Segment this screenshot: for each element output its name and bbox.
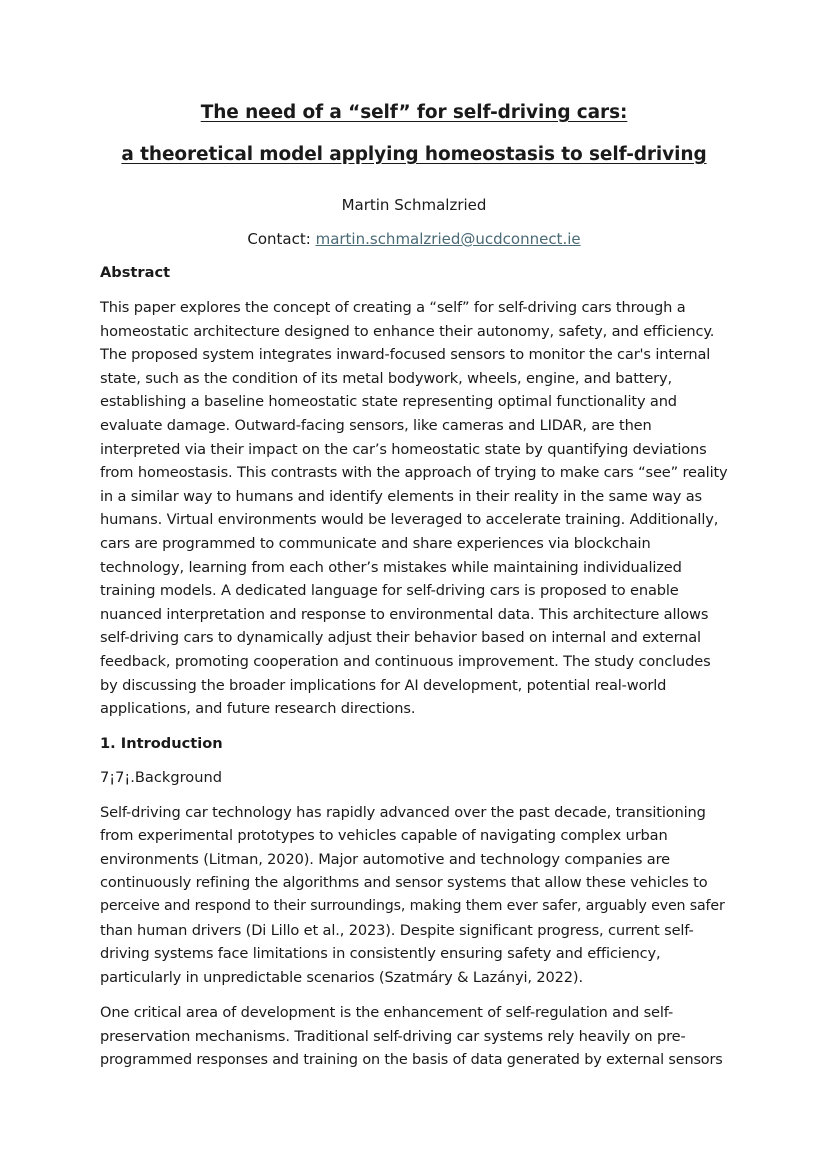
abstract-line: state, such as the condition of its metal bodywork, wheels, engine, and battery, xyxy=(100,369,672,387)
abstract-line: interpreted via their impact on the car’s homeostatic state by quantifying deviations xyxy=(100,440,707,458)
abstract-line: The proposed system integrates inward-focused sensors to monitor the car's internal xyxy=(100,346,711,364)
paragraph-line: programmed responses and training on the basis of data generated by external sensors xyxy=(100,1051,723,1068)
paragraph-line: environments (Litman, 2020). Major automotive and technology companies are xyxy=(100,850,670,868)
abstract-line: self-driving cars to dynamically adjust their behavior based on internal and external xyxy=(100,629,701,647)
paragraph-line: particularly in unpredictable scenarios (Szatmáry & Lazányi, 2022). xyxy=(100,968,583,986)
paragraph-line: One critical area of development is the enhancement of self-regulation and self- xyxy=(100,1004,674,1022)
paragraph-line: continuously refining the algorithms and sensor systems that allow these vehicles to xyxy=(100,874,708,892)
introduction-paragraph-1 xyxy=(100,801,728,990)
abstract-line: This paper explores the concept of creating a “self” for self-driving cars through a xyxy=(100,299,686,316)
author-name: Martin Schmalzried xyxy=(341,196,487,214)
paper-title-line-2: a theoretical model applying homeostasis to self-driving xyxy=(121,144,707,165)
paper-title-line-1: The need of a “self” for self-driving cars: xyxy=(200,102,628,123)
introduction-heading: 1. Introduction xyxy=(100,734,223,752)
contact-label: Contact: xyxy=(247,230,311,248)
background-subheading: 7¡7¡.Background xyxy=(100,768,222,786)
abstract-line: technology, learning from each other’s mistakes while maintaining individualized xyxy=(100,558,682,576)
abstract-heading: Abstract xyxy=(100,264,171,281)
abstract-line: applications, and future research directions. xyxy=(100,700,416,718)
abstract-line: from homeostasis. This contrasts with the approach of trying to make cars “see” reality xyxy=(100,464,728,482)
abstract-line: training models. A dedicated language for self-driving cars is proposed to enable xyxy=(100,582,679,600)
abstract-line: establishing a baseline homeostatic state representing optimal functionality and xyxy=(100,393,677,411)
abstract-line: by discussing the broader implications for AI development, potential real-world xyxy=(100,676,667,694)
abstract-line: cars are programmed to communicate and share experiences via blockchain xyxy=(100,534,651,552)
paragraph-line: perceive and respond to their surroundings, making them ever safer, arguably even safer xyxy=(100,898,725,915)
paragraph-line: Self-driving car technology has rapidly advanced over the past decade, transitioning xyxy=(100,803,706,821)
abstract-paragraph xyxy=(100,296,728,721)
abstract-line: nuanced interpretation and response to environmental data. This architecture allows xyxy=(100,605,709,623)
paragraph-line: from experimental prototypes to vehicles capable of navigating complex urban xyxy=(100,827,668,845)
paragraph-line: than human drivers (Di Lillo et al., 2023). Despite significant progress, current self- xyxy=(100,921,694,939)
paragraph-line: driving systems face limitations in consistently ensuring safety and efficiency, xyxy=(100,945,661,963)
contact-line xyxy=(100,228,728,250)
abstract-line: homeostatic architecture designed to enhance their autonomy, safety, and efficiency. xyxy=(100,322,715,340)
introduction-paragraph-2 xyxy=(100,1001,728,1072)
abstract-line: feedback, promoting cooperation and continuous improvement. The study concludes xyxy=(100,652,711,670)
abstract-line: in a similar way to humans and identify elements in their reality in the same way as xyxy=(100,487,702,505)
abstract-line: evaluate damage. Outward-facing sensors, like cameras and LIDAR, are then xyxy=(100,416,652,434)
paragraph-line: preservation mechanisms. Traditional self-driving car systems rely heavily on pre- xyxy=(100,1028,686,1046)
contact-email-link[interactable]: martin.schmalzried@ucdconnect.ie xyxy=(315,230,581,248)
abstract-line: humans. Virtual environments would be leveraged to accelerate training. Additionally, xyxy=(100,511,719,529)
